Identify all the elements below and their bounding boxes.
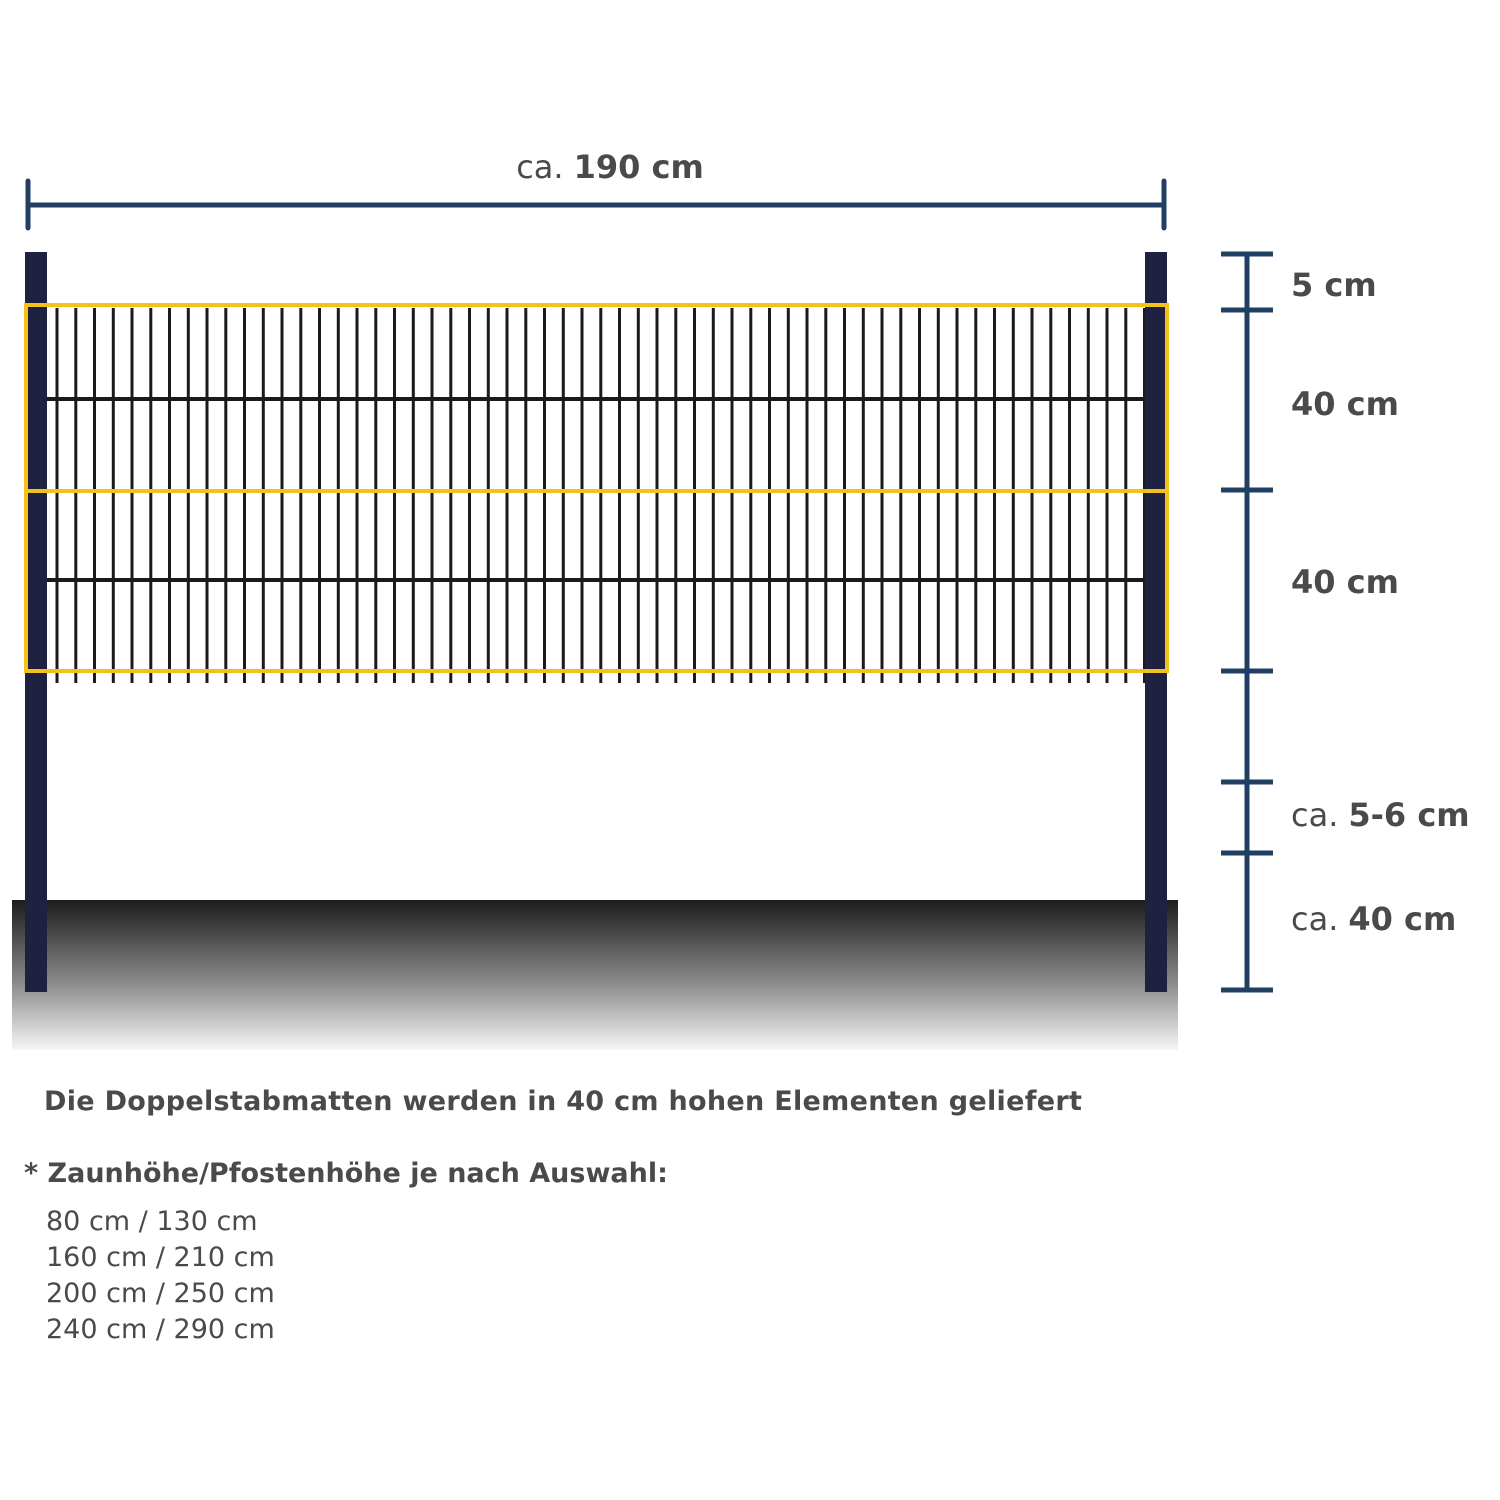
width-dimension <box>28 181 1164 228</box>
fence-post-right <box>1145 252 1167 992</box>
upper-panel-height-label: 40 cm <box>1291 385 1399 423</box>
height-option: 160 cm / 210 cm <box>46 1242 275 1273</box>
height-option: 200 cm / 250 cm <box>46 1278 275 1309</box>
delivery-note: Die Doppelstabmatten werden in 40 cm hohen Elementen geliefert <box>44 1086 1083 1117</box>
lower-panel-height-label: 40 cm <box>1291 563 1399 601</box>
fence-post-left <box>25 252 47 992</box>
fence-bars <box>57 308 1145 683</box>
height-dimension-scale <box>1221 254 1273 990</box>
width-label: ca. 190 cm <box>516 148 704 186</box>
top-gap-label: 5 cm <box>1291 266 1377 304</box>
ground <box>12 900 1178 1050</box>
height-options-list <box>46 1204 275 1348</box>
ground-gap-label: ca. 5-6 cm <box>1291 796 1470 834</box>
height-option: 240 cm / 290 cm <box>46 1314 275 1345</box>
height-selection-title: * Zaunhöhe/Pfostenhöhe je nach Auswahl: <box>24 1158 668 1189</box>
height-option: 80 cm / 130 cm <box>46 1206 258 1237</box>
post-depth-label: ca. 40 cm <box>1291 900 1457 938</box>
